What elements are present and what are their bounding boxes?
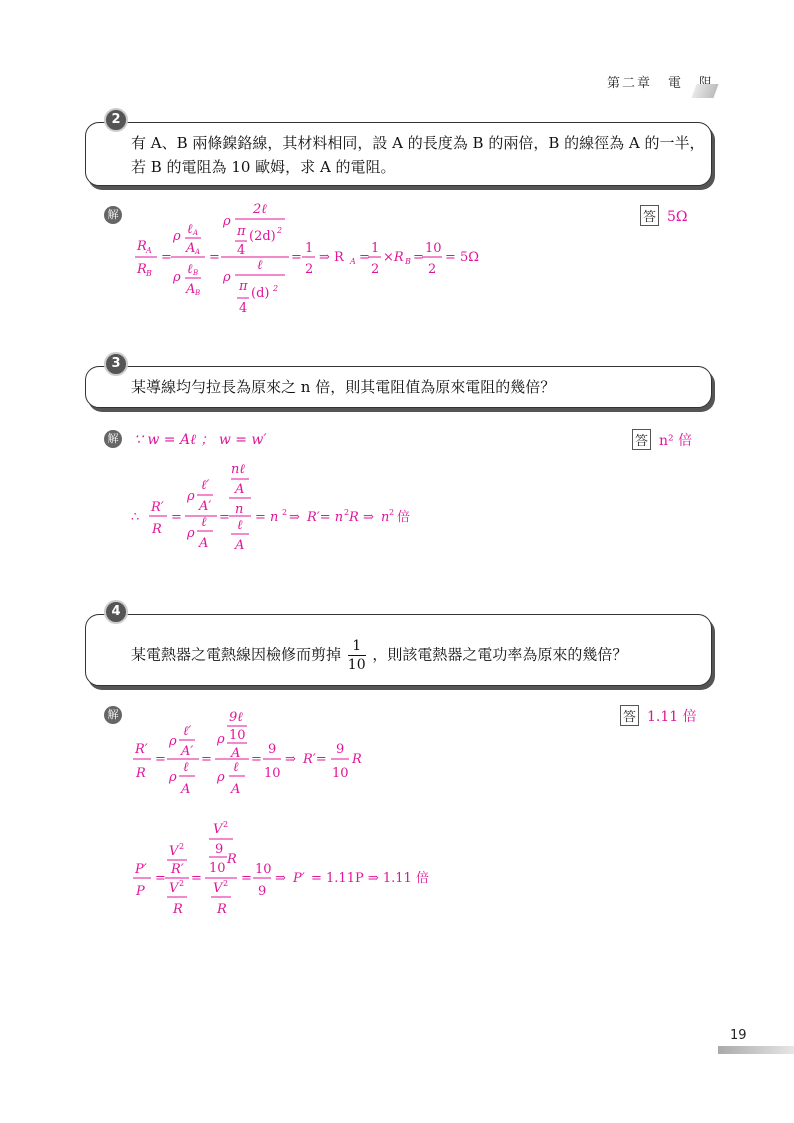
svg-text:A: A: [181, 782, 191, 797]
solution-icon-4: 解: [104, 706, 122, 724]
svg-text:=: =: [155, 752, 166, 767]
svg-text:=: =: [359, 250, 370, 265]
svg-text:A: A: [231, 782, 241, 797]
svg-text:⇒: ⇒: [285, 752, 296, 767]
solution-3-line1: ∵ w = Aℓ ； w = w′: [134, 432, 267, 448]
answer-4: [620, 705, 697, 726]
svg-text:ρ: ρ: [173, 270, 181, 285]
svg-text:A: A: [186, 241, 196, 256]
svg-text:10: 10: [255, 862, 272, 877]
svg-text:π: π: [237, 224, 246, 239]
problem-number-4: 4: [104, 600, 128, 624]
svg-text:ρ: ρ: [187, 526, 195, 541]
svg-text:ℓ: ℓ: [237, 518, 243, 533]
svg-text:A: A: [235, 538, 245, 553]
svg-text:ρ: ρ: [217, 732, 225, 747]
svg-text:ρ: ρ: [173, 229, 181, 244]
answer-value-3: n² 倍: [659, 433, 693, 449]
problem-2-line1: 有 A、B 兩條鎳鉻線，其材料相同，設 A 的長度為 B 的兩倍，B 的線徑為 A 的一半，: [131, 134, 705, 152]
problem-text-4: [131, 637, 627, 674]
svg-text:R: R: [349, 510, 359, 525]
svg-text:A: A: [350, 257, 356, 266]
svg-text:⇒: ⇒: [275, 871, 286, 886]
svg-text:P: P: [136, 884, 145, 899]
svg-text:R: R: [137, 262, 147, 277]
chapter-title-a: 電: [667, 76, 683, 91]
svg-text:R′= n: R′= n: [307, 510, 344, 525]
svg-text:2: 2: [223, 879, 229, 888]
solution-icon-3: 解: [104, 430, 122, 448]
equation-problem-3: [125, 455, 425, 555]
svg-text:ρ: ρ: [217, 770, 225, 785]
svg-text:10: 10: [264, 766, 281, 781]
svg-text:R: R: [173, 902, 183, 917]
svg-text:V: V: [213, 822, 223, 837]
svg-text:ρ: ρ: [169, 734, 177, 749]
svg-text:π: π: [239, 279, 248, 294]
svg-text:=: =: [291, 250, 302, 265]
answer-2: [640, 205, 688, 226]
svg-text:A: A: [146, 246, 152, 255]
svg-text:1: 1: [305, 241, 314, 256]
answer-3: [632, 429, 692, 450]
svg-text:ℓ: ℓ: [183, 760, 189, 775]
answer-tag-4: 答: [620, 705, 639, 726]
problem-text-2: [131, 131, 704, 179]
svg-text:=: =: [251, 752, 262, 767]
svg-text:10: 10: [229, 728, 246, 743]
svg-text:=: =: [241, 871, 252, 886]
svg-text:A: A: [235, 482, 245, 497]
svg-text:ρ: ρ: [169, 770, 177, 785]
page-number-decoration: [718, 1046, 794, 1054]
equation-problem-2: [125, 195, 505, 320]
fraction-denominator: 10: [347, 657, 366, 673]
svg-text:ρ: ρ: [187, 489, 195, 504]
svg-text:R: R: [137, 239, 147, 254]
svg-text:2: 2: [428, 262, 437, 277]
equation-problem-4a: [125, 705, 385, 805]
answer-value-4: 1.11 倍: [647, 709, 697, 725]
problem-box-2: [85, 122, 712, 186]
svg-text:R: R: [227, 852, 237, 867]
svg-text:ℓ′: ℓ′: [201, 478, 210, 493]
svg-text:V: V: [169, 844, 179, 859]
svg-text:4: 4: [239, 301, 248, 316]
equation-problem-4b: [125, 815, 445, 925]
svg-text:= 5Ω: = 5Ω: [445, 250, 480, 265]
svg-text:9: 9: [336, 742, 345, 757]
svg-text:A: A: [195, 248, 201, 256]
page-number: 19: [730, 1028, 747, 1043]
chapter-label: 第二章: [606, 76, 652, 91]
svg-text:2: 2: [273, 284, 279, 293]
svg-text:B: B: [193, 269, 199, 277]
svg-text:=: =: [209, 250, 220, 265]
svg-text:9ℓ: 9ℓ: [229, 710, 243, 725]
solution-icon-2: 解: [104, 206, 122, 224]
svg-text:⇒: ⇒: [289, 510, 300, 525]
svg-text:R: R: [152, 522, 162, 537]
svg-text:2: 2: [305, 262, 314, 277]
svg-text:V: V: [213, 881, 223, 896]
svg-text:10: 10: [209, 861, 226, 876]
svg-text:R: R: [217, 902, 227, 917]
svg-text:P′: P′: [135, 862, 147, 877]
svg-text:B: B: [405, 257, 411, 266]
svg-text:⇒: ⇒: [363, 510, 374, 525]
svg-text:9: 9: [268, 742, 277, 757]
svg-text:B: B: [195, 289, 201, 297]
svg-text:倍: 倍: [397, 510, 411, 525]
svg-text:=: =: [155, 871, 166, 886]
svg-text:= n: = n: [255, 510, 279, 525]
svg-text:×R: ×R: [383, 250, 404, 265]
svg-text:A: A: [231, 746, 241, 761]
svg-text:2: 2: [179, 879, 185, 888]
svg-text:4: 4: [237, 243, 246, 258]
svg-text:∴: ∴: [131, 510, 140, 525]
svg-text:2: 2: [179, 842, 185, 851]
svg-text:ρ: ρ: [223, 214, 231, 229]
svg-text:n: n: [381, 510, 390, 525]
svg-text:2: 2: [223, 820, 229, 829]
svg-text:9: 9: [215, 842, 224, 857]
svg-text:=: =: [171, 510, 182, 525]
svg-text:ℓ: ℓ: [233, 760, 239, 775]
problem-4-text-before: 某電熱器之電熱線因檢修而剪掉: [131, 645, 342, 664]
svg-text:(d): (d): [251, 286, 270, 301]
svg-text:2: 2: [344, 508, 350, 517]
svg-text:R′=: R′=: [303, 752, 327, 767]
svg-text:2: 2: [371, 262, 380, 277]
svg-text:R: R: [352, 752, 362, 767]
svg-text:=: =: [191, 871, 202, 886]
problem-number-2: 2: [104, 108, 128, 132]
svg-text:= 1.11P ⇒ 1.11 倍: = 1.11P ⇒ 1.11 倍: [311, 871, 429, 886]
svg-text:⇒ R: ⇒ R: [319, 250, 344, 265]
svg-text:2: 2: [277, 226, 283, 235]
answer-tag-2: 答: [640, 205, 659, 226]
svg-text:ℓ: ℓ: [187, 222, 193, 237]
answer-tag-3: 答: [632, 429, 651, 450]
svg-text:R′: R′: [151, 500, 164, 515]
svg-text:V: V: [169, 881, 179, 896]
svg-text:A: A: [193, 229, 199, 237]
problem-4-fraction: [348, 637, 366, 674]
svg-text:2: 2: [389, 508, 395, 517]
svg-text:ℓ: ℓ: [257, 258, 263, 273]
answer-value-2: 5Ω: [667, 209, 688, 225]
svg-text:=: =: [161, 250, 172, 265]
problem-text-3: 某導線均勻拉長為原來之 n 倍，則其電阻值為原來電阻的幾倍？: [131, 378, 556, 396]
problem-box-3: [85, 366, 712, 408]
svg-text:=: =: [219, 510, 230, 525]
svg-text:A′: A′: [181, 744, 194, 759]
header-decoration: [691, 84, 718, 98]
svg-text:9: 9: [258, 884, 267, 899]
problem-number-3: 3: [104, 352, 128, 376]
svg-text:R: R: [136, 766, 146, 781]
svg-text:ℓ: ℓ: [187, 262, 193, 277]
svg-text:nℓ: nℓ: [231, 462, 245, 477]
svg-text:ℓ: ℓ: [201, 515, 207, 530]
problem-2-line2: 若 B 的電阻為 10 歐姆，求 A 的電阻。: [131, 158, 396, 176]
svg-text:(2d): (2d): [249, 229, 276, 244]
svg-text:ℓ′: ℓ′: [183, 724, 192, 739]
svg-text:A′: A′: [199, 499, 212, 514]
svg-text:P′: P′: [293, 871, 305, 886]
svg-text:10: 10: [332, 766, 349, 781]
problem-4-text-after: ，則該電熱器之電功率為原來的幾倍？: [372, 645, 628, 664]
fraction-numerator: 1: [348, 637, 366, 656]
problem-box-4: [85, 614, 712, 686]
svg-text:ρ: ρ: [223, 270, 231, 285]
svg-text:10: 10: [425, 241, 442, 256]
svg-text:2ℓ: 2ℓ: [253, 202, 267, 217]
svg-text:A: A: [199, 536, 209, 551]
svg-text:=: =: [413, 250, 424, 265]
svg-text:B: B: [146, 269, 152, 278]
svg-text:2: 2: [282, 508, 288, 517]
svg-text:R′: R′: [171, 862, 184, 877]
svg-text:1: 1: [371, 241, 380, 256]
svg-text:=: =: [201, 752, 212, 767]
svg-text:n: n: [235, 502, 244, 517]
svg-text:A: A: [186, 282, 196, 297]
svg-text:R′: R′: [135, 742, 148, 757]
